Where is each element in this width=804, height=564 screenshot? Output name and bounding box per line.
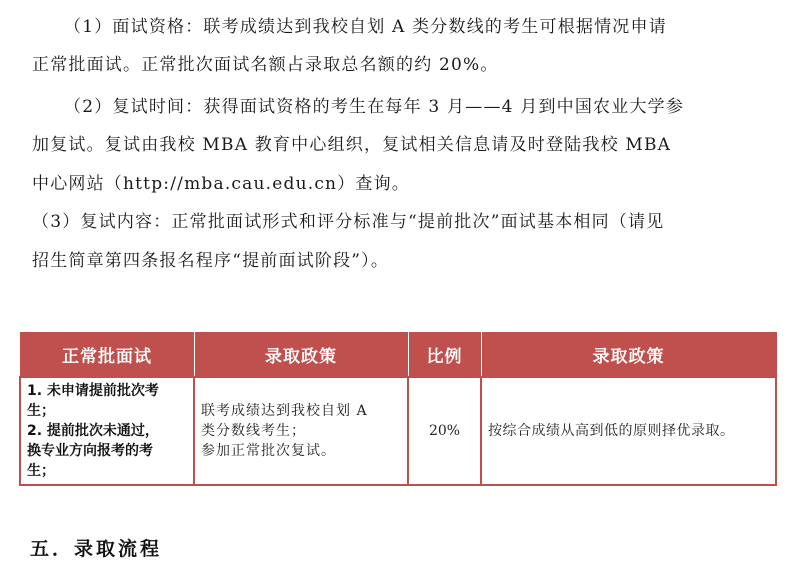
paragraph-1-line-2: 正常批面试。正常批次面试名额占录取总名额的约 20%。 (32, 55, 499, 75)
cell-selection-rule: 按综合成绩从高到低的原则择优录取。 (481, 377, 776, 485)
cell-line: 联考成绩达到我校自划 A (201, 403, 368, 419)
cell-line: 生； (27, 403, 55, 419)
paragraph-2-line-1: （2）复试时间：获得面试资格的考生在每年 3 月——4 月到中国农业大学参 (64, 97, 685, 117)
cell-line: 生； (27, 463, 55, 479)
cell-line: 换专业方向报考的考 (27, 443, 153, 459)
cell-line: 参加正常批次复试。 (201, 443, 336, 459)
paragraph-2-line-2: 加复试。复试由我校 MBA 教育中心组织，复试相关信息请及时登陆我校 MBA (32, 135, 672, 155)
table-row (20, 377, 776, 485)
header-admission-policy: 录取政策 (194, 332, 408, 377)
paragraph-3-line-1: （3）复试内容：正常批面试形式和评分标准与“提前批次”面试基本相同（请见 (32, 212, 665, 232)
paragraph-1-line-1: （1）面试资格：联考成绩达到我校自划 A 类分数线的考生可根据情况申请 (64, 17, 667, 37)
cell-policy (194, 377, 408, 485)
header-ratio: 比例 (408, 332, 481, 377)
cell-ratio: 20% (408, 377, 481, 485)
cell-line: 2. 提前批次未通过， (27, 423, 159, 439)
cell-line: 类分数线考生； (201, 423, 306, 439)
header-admission-policy-2: 录取政策 (481, 332, 776, 377)
admission-policy-table (19, 332, 777, 486)
paragraph-2-line-3: 中心网站（http://mba.cau.edu.cn）查询。 (32, 174, 410, 194)
cell-eligible-candidates (20, 377, 194, 485)
section-heading: 五．录取流程 (30, 538, 163, 560)
header-regular-interview: 正常批面试 (20, 332, 194, 377)
cell-line: 1. 未申请提前批次考 (27, 383, 159, 399)
paragraph-3-line-2: 招生简章第四条报名程序“提前面试阶段”）。 (32, 251, 390, 271)
table-header-row (20, 332, 776, 377)
